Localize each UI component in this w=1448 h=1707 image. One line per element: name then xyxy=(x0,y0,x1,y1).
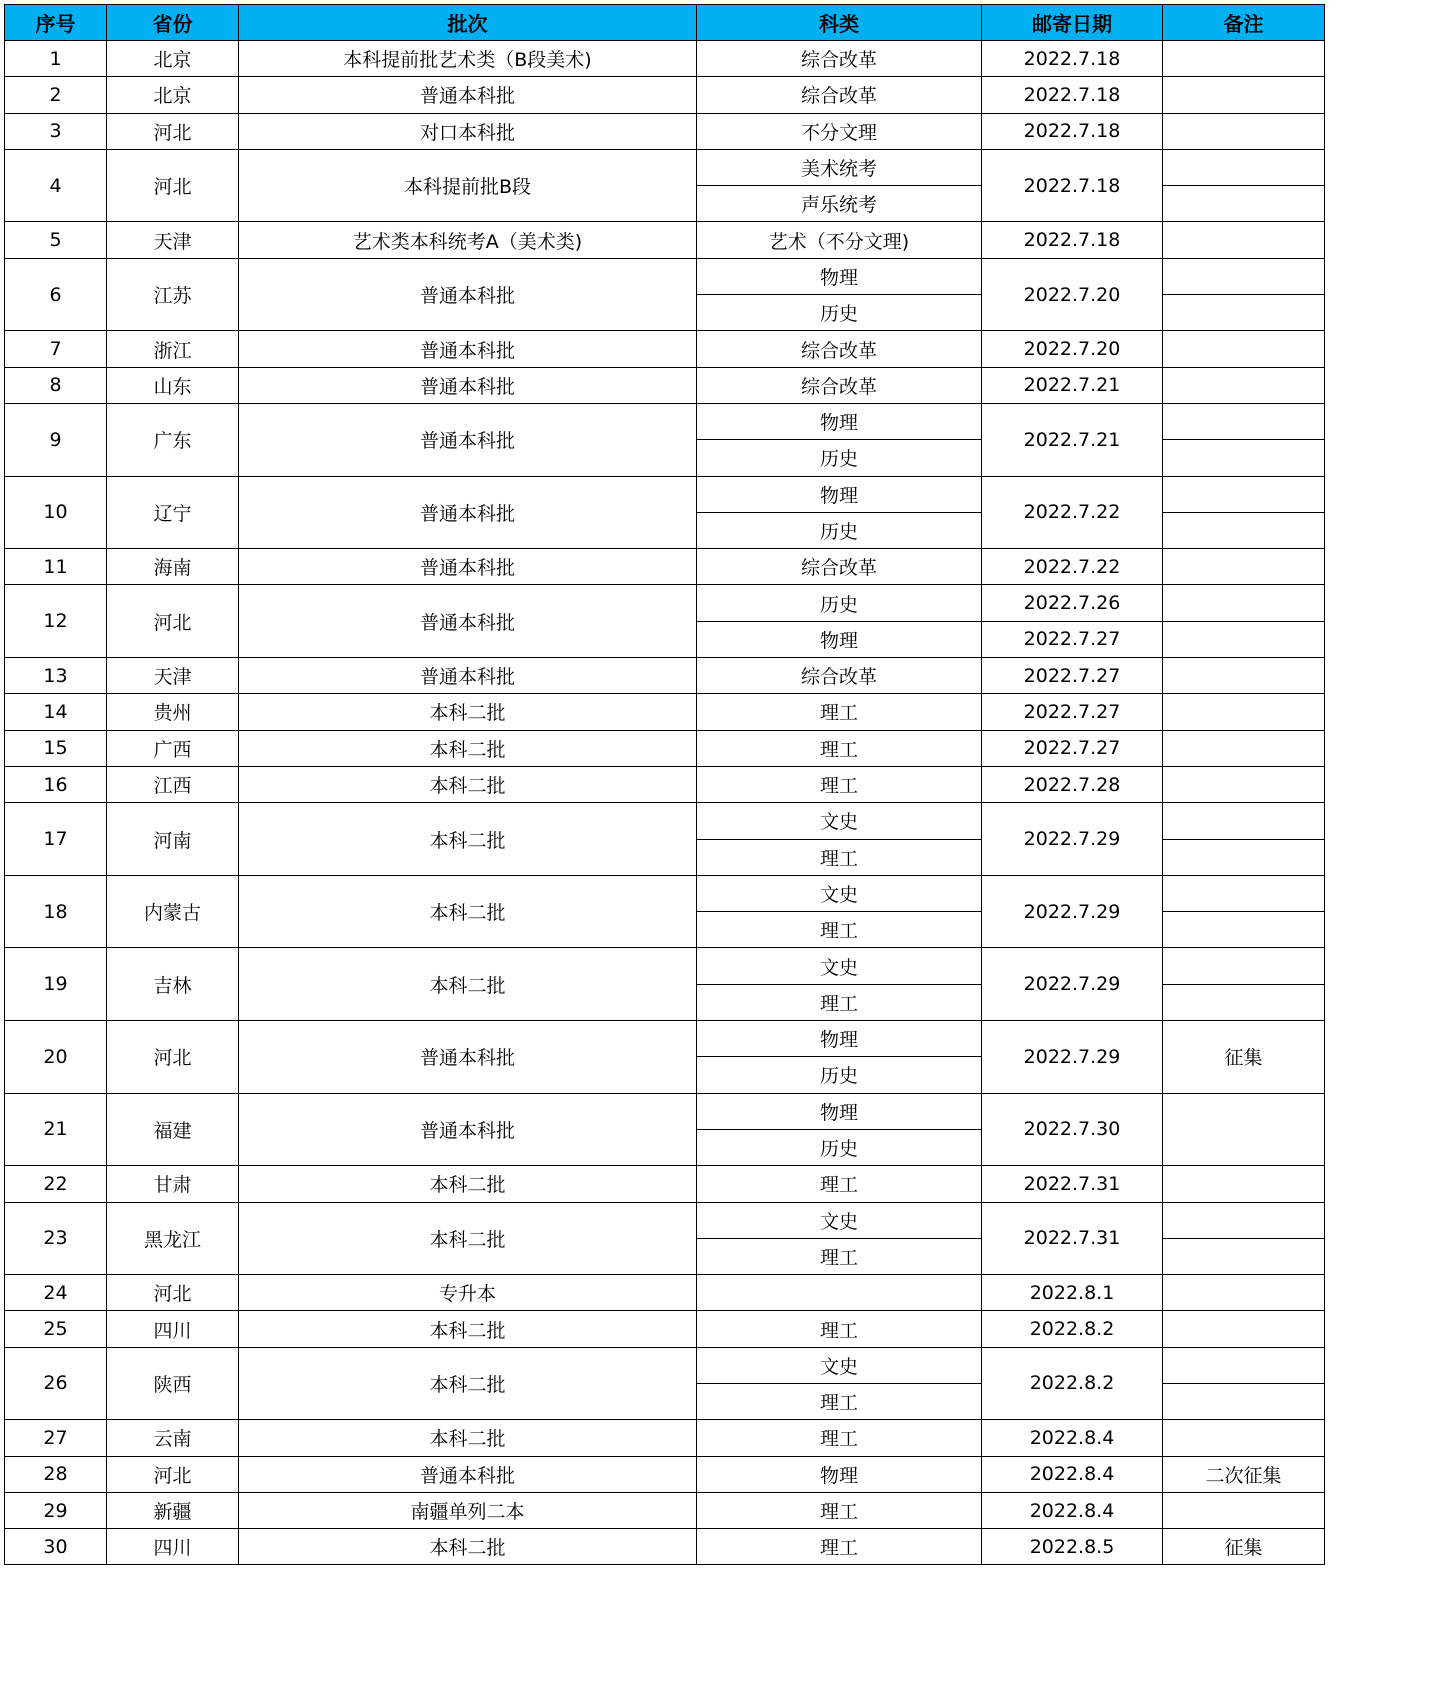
cell-note[interactable] xyxy=(1163,730,1325,766)
cell-province[interactable]: 黑龙江 xyxy=(107,1202,239,1275)
cell-batch[interactable]: 本科二批 xyxy=(239,730,697,766)
cell-subject[interactable]: 综合改革 xyxy=(697,549,982,585)
cell-index[interactable]: 9 xyxy=(5,403,107,476)
table-row xyxy=(5,476,1325,512)
cell-batch[interactable]: 本科二批 xyxy=(239,803,697,876)
table-row xyxy=(5,258,1325,294)
table-row xyxy=(5,1093,1325,1129)
cell-province[interactable]: 天津 xyxy=(107,658,239,694)
cell-mail-date[interactable]: 2022.7.31 xyxy=(982,1166,1163,1202)
cell-mail-date[interactable]: 2022.8.2 xyxy=(982,1311,1163,1347)
cell-note[interactable]: 征集 xyxy=(1163,1021,1325,1094)
table-row xyxy=(5,41,1325,77)
cell-batch[interactable]: 普通本科批 xyxy=(239,77,697,113)
cell-note[interactable] xyxy=(1163,1492,1325,1528)
cell-mail-date[interactable]: 2022.7.31 xyxy=(982,1202,1163,1275)
cell-batch[interactable]: 本科二批 xyxy=(239,1529,697,1565)
cell-batch[interactable]: 本科二批 xyxy=(239,1420,697,1456)
cell-subject[interactable] xyxy=(697,1275,982,1311)
cell-subject[interactable]: 综合改革 xyxy=(697,41,982,77)
cell-batch[interactable]: 普通本科批 xyxy=(239,1093,697,1166)
cell-batch[interactable]: 本科二批 xyxy=(239,1347,697,1420)
cell-batch[interactable]: 本科二批 xyxy=(239,766,697,802)
cell-province[interactable]: 福建 xyxy=(107,1093,239,1166)
cell-subject[interactable]: 综合改革 xyxy=(697,331,982,367)
cell-index[interactable]: 24 xyxy=(5,1275,107,1311)
cell-mail-date[interactable]: 2022.8.4 xyxy=(982,1456,1163,1492)
cell-note[interactable] xyxy=(1163,1093,1325,1166)
cell-note[interactable] xyxy=(1163,839,1325,875)
cell-mail-date[interactable]: 2022.7.30 xyxy=(982,1093,1163,1166)
header-subject[interactable]: 科类 xyxy=(697,5,982,41)
header-index[interactable]: 序号 xyxy=(5,5,107,41)
cell-batch[interactable]: 普通本科批 xyxy=(239,367,697,403)
table-row xyxy=(5,222,1325,258)
cell-province[interactable]: 北京 xyxy=(107,41,239,77)
cell-batch[interactable]: 本科二批 xyxy=(239,694,697,730)
cell-province[interactable]: 河北 xyxy=(107,585,239,658)
cell-note[interactable] xyxy=(1163,367,1325,403)
cell-subject[interactable]: 理工 xyxy=(697,1166,982,1202)
cell-batch[interactable]: 本科二批 xyxy=(239,1311,697,1347)
cell-index[interactable]: 11 xyxy=(5,549,107,585)
cell-index[interactable]: 22 xyxy=(5,1166,107,1202)
cell-subject[interactable]: 历史 xyxy=(697,512,982,548)
cell-note[interactable] xyxy=(1163,1166,1325,1202)
cell-batch[interactable]: 普通本科批 xyxy=(239,549,697,585)
table-row xyxy=(5,113,1325,149)
cell-subject[interactable]: 物理 xyxy=(697,476,982,512)
cell-batch[interactable]: 普通本科批 xyxy=(239,403,697,476)
cell-index[interactable]: 1 xyxy=(5,41,107,77)
cell-subject[interactable]: 艺术（不分文理) xyxy=(697,222,982,258)
cell-province[interactable]: 北京 xyxy=(107,77,239,113)
table-row xyxy=(5,77,1325,113)
table-row xyxy=(5,1021,1325,1057)
cell-note[interactable] xyxy=(1163,77,1325,113)
cell-province[interactable]: 内蒙古 xyxy=(107,875,239,948)
cell-province[interactable]: 浙江 xyxy=(107,331,239,367)
table-row xyxy=(5,331,1325,367)
cell-index[interactable]: 3 xyxy=(5,113,107,149)
header-row xyxy=(5,5,1325,41)
cell-note[interactable] xyxy=(1163,222,1325,258)
cell-subject[interactable]: 理工 xyxy=(697,1311,982,1347)
cell-note[interactable] xyxy=(1163,984,1325,1020)
cell-note[interactable] xyxy=(1163,1238,1325,1274)
cell-mail-date[interactable]: 2022.7.27 xyxy=(982,694,1163,730)
cell-index[interactable]: 19 xyxy=(5,948,107,1021)
cell-note[interactable] xyxy=(1163,512,1325,548)
cell-mail-date[interactable]: 2022.7.29 xyxy=(982,948,1163,1021)
cell-batch[interactable]: 普通本科批 xyxy=(239,585,697,658)
cell-index[interactable]: 18 xyxy=(5,875,107,948)
cell-province[interactable]: 吉林 xyxy=(107,948,239,1021)
table-row xyxy=(5,658,1325,694)
cell-subject[interactable]: 综合改革 xyxy=(697,77,982,113)
cell-mail-date[interactable]: 2022.7.18 xyxy=(982,222,1163,258)
cell-subject[interactable]: 物理 xyxy=(697,1021,982,1057)
cell-mail-date[interactable]: 2022.7.29 xyxy=(982,875,1163,948)
cell-index[interactable]: 14 xyxy=(5,694,107,730)
cell-batch[interactable]: 对口本科批 xyxy=(239,113,697,149)
table-row xyxy=(5,1420,1325,1456)
cell-note[interactable] xyxy=(1163,186,1325,222)
cell-province[interactable]: 云南 xyxy=(107,1420,239,1456)
cell-batch[interactable]: 普通本科批 xyxy=(239,258,697,331)
cell-index[interactable]: 7 xyxy=(5,331,107,367)
cell-mail-date[interactable]: 2022.7.18 xyxy=(982,77,1163,113)
cell-mail-date[interactable]: 2022.7.26 xyxy=(982,585,1163,621)
table-row xyxy=(5,803,1325,839)
cell-batch[interactable]: 普通本科批 xyxy=(239,1021,697,1094)
cell-note[interactable] xyxy=(1163,948,1325,984)
cell-mail-date[interactable]: 2022.7.18 xyxy=(982,113,1163,149)
table-row xyxy=(5,1166,1325,1202)
cell-index[interactable]: 21 xyxy=(5,1093,107,1166)
cell-subject[interactable]: 综合改革 xyxy=(697,658,982,694)
cell-note[interactable] xyxy=(1163,658,1325,694)
cell-note[interactable] xyxy=(1163,912,1325,948)
cell-batch[interactable]: 本科提前批艺术类（B段美术) xyxy=(239,41,697,77)
cell-note[interactable] xyxy=(1163,585,1325,621)
cell-note[interactable] xyxy=(1163,403,1325,439)
cell-index[interactable]: 5 xyxy=(5,222,107,258)
cell-note[interactable] xyxy=(1163,476,1325,512)
table-row xyxy=(5,1275,1325,1311)
cell-note[interactable] xyxy=(1163,440,1325,476)
cell-subject[interactable]: 历史 xyxy=(697,1129,982,1165)
table-row xyxy=(5,948,1325,984)
cell-mail-date[interactable]: 2022.8.1 xyxy=(982,1275,1163,1311)
cell-subject[interactable]: 理工 xyxy=(697,730,982,766)
table-row xyxy=(5,1529,1325,1565)
table-row xyxy=(5,1347,1325,1383)
cell-province[interactable]: 江苏 xyxy=(107,258,239,331)
cell-province[interactable]: 河北 xyxy=(107,1021,239,1094)
cell-province[interactable]: 新疆 xyxy=(107,1492,239,1528)
cell-batch[interactable]: 本科提前批B段 xyxy=(239,149,697,222)
cell-batch[interactable]: 艺术类本科统考A（美术类) xyxy=(239,222,697,258)
cell-note[interactable] xyxy=(1163,295,1325,331)
table-row xyxy=(5,766,1325,802)
cell-index[interactable]: 15 xyxy=(5,730,107,766)
cell-index[interactable]: 20 xyxy=(5,1021,107,1094)
cell-province[interactable]: 河南 xyxy=(107,803,239,876)
table-row xyxy=(5,1456,1325,1492)
cell-province[interactable]: 辽宁 xyxy=(107,476,239,549)
cell-note[interactable] xyxy=(1163,1311,1325,1347)
cell-mail-date[interactable]: 2022.7.22 xyxy=(982,476,1163,549)
cell-index[interactable]: 13 xyxy=(5,658,107,694)
cell-note[interactable]: 征集 xyxy=(1163,1529,1325,1565)
cell-subject[interactable]: 理工 xyxy=(697,839,982,875)
header-batch[interactable]: 批次 xyxy=(239,5,697,41)
table-row xyxy=(5,1492,1325,1528)
cell-subject[interactable]: 理工 xyxy=(697,1529,982,1565)
cell-mail-date[interactable]: 2022.7.21 xyxy=(982,367,1163,403)
table-row xyxy=(5,367,1325,403)
cell-batch[interactable]: 本科二批 xyxy=(239,1166,697,1202)
cell-batch[interactable]: 本科二批 xyxy=(239,948,697,1021)
cell-batch[interactable]: 专升本 xyxy=(239,1275,697,1311)
cell-index[interactable]: 4 xyxy=(5,149,107,222)
cell-subject[interactable]: 理工 xyxy=(697,1492,982,1528)
cell-subject[interactable]: 理工 xyxy=(697,1420,982,1456)
cell-mail-date[interactable]: 2022.7.18 xyxy=(982,149,1163,222)
table-row xyxy=(5,1311,1325,1347)
header-province[interactable]: 省份 xyxy=(107,5,239,41)
cell-index[interactable]: 29 xyxy=(5,1492,107,1528)
cell-note[interactable]: 二次征集 xyxy=(1163,1456,1325,1492)
cell-mail-date[interactable]: 2022.7.20 xyxy=(982,331,1163,367)
cell-note[interactable] xyxy=(1163,41,1325,77)
cell-index[interactable]: 26 xyxy=(5,1347,107,1420)
cell-note[interactable] xyxy=(1163,149,1325,185)
cell-mail-date[interactable]: 2022.8.4 xyxy=(982,1492,1163,1528)
cell-mail-date[interactable]: 2022.8.4 xyxy=(982,1420,1163,1456)
cell-mail-date[interactable]: 2022.8.2 xyxy=(982,1347,1163,1420)
cell-note[interactable] xyxy=(1163,113,1325,149)
cell-subject[interactable]: 历史 xyxy=(697,585,982,621)
cell-subject[interactable]: 不分文理 xyxy=(697,113,982,149)
cell-mail-date[interactable]: 2022.8.5 xyxy=(982,1529,1163,1565)
cell-note[interactable] xyxy=(1163,1420,1325,1456)
cell-subject[interactable]: 物理 xyxy=(697,258,982,294)
table-row xyxy=(5,585,1325,621)
cell-index[interactable]: 2 xyxy=(5,77,107,113)
cell-mail-date[interactable]: 2022.7.28 xyxy=(982,766,1163,802)
cell-mail-date[interactable]: 2022.7.20 xyxy=(982,258,1163,331)
cell-note[interactable] xyxy=(1163,621,1325,657)
cell-subject[interactable]: 美术统考 xyxy=(697,149,982,185)
cell-subject[interactable]: 文史 xyxy=(697,948,982,984)
cell-province[interactable]: 海南 xyxy=(107,549,239,585)
cell-index[interactable]: 8 xyxy=(5,367,107,403)
cell-batch[interactable]: 普通本科批 xyxy=(239,658,697,694)
cell-subject[interactable]: 理工 xyxy=(697,984,982,1020)
cell-note[interactable] xyxy=(1163,258,1325,294)
cell-mail-date[interactable]: 2022.7.27 xyxy=(982,621,1163,657)
cell-note[interactable] xyxy=(1163,803,1325,839)
cell-province[interactable]: 广东 xyxy=(107,403,239,476)
cell-subject[interactable]: 物理 xyxy=(697,621,982,657)
cell-index[interactable]: 28 xyxy=(5,1456,107,1492)
cell-mail-date[interactable]: 2022.7.29 xyxy=(982,1021,1163,1094)
cell-index[interactable]: 17 xyxy=(5,803,107,876)
mailing-schedule-table xyxy=(4,4,1325,1565)
table-row xyxy=(5,694,1325,730)
cell-index[interactable]: 25 xyxy=(5,1311,107,1347)
cell-batch[interactable]: 本科二批 xyxy=(239,1202,697,1275)
cell-note[interactable] xyxy=(1163,1383,1325,1419)
cell-mail-date[interactable]: 2022.7.22 xyxy=(982,549,1163,585)
cell-subject[interactable]: 文史 xyxy=(697,1347,982,1383)
cell-province[interactable]: 河北 xyxy=(107,1275,239,1311)
table-row xyxy=(5,549,1325,585)
cell-subject[interactable]: 文史 xyxy=(697,1202,982,1238)
cell-note[interactable] xyxy=(1163,694,1325,730)
cell-subject[interactable]: 声乐统考 xyxy=(697,186,982,222)
cell-note[interactable] xyxy=(1163,1202,1325,1238)
cell-province[interactable]: 四川 xyxy=(107,1529,239,1565)
table-row xyxy=(5,149,1325,185)
cell-subject[interactable]: 物理 xyxy=(697,403,982,439)
cell-subject[interactable]: 理工 xyxy=(697,766,982,802)
cell-subject[interactable]: 历史 xyxy=(697,440,982,476)
cell-subject[interactable]: 文史 xyxy=(697,803,982,839)
cell-province[interactable]: 山东 xyxy=(107,367,239,403)
cell-province[interactable]: 河北 xyxy=(107,113,239,149)
cell-note[interactable] xyxy=(1163,766,1325,802)
cell-note[interactable] xyxy=(1163,1275,1325,1311)
table-row xyxy=(5,1202,1325,1238)
cell-subject[interactable]: 物理 xyxy=(697,1456,982,1492)
cell-batch[interactable]: 普通本科批 xyxy=(239,331,697,367)
cell-province[interactable]: 陕西 xyxy=(107,1347,239,1420)
cell-province[interactable]: 河北 xyxy=(107,1456,239,1492)
cell-province[interactable]: 江西 xyxy=(107,766,239,802)
cell-index[interactable]: 12 xyxy=(5,585,107,658)
cell-note[interactable] xyxy=(1163,1347,1325,1383)
cell-index[interactable]: 30 xyxy=(5,1529,107,1565)
table-row xyxy=(5,875,1325,911)
cell-index[interactable]: 6 xyxy=(5,258,107,331)
cell-batch[interactable]: 普通本科批 xyxy=(239,476,697,549)
cell-subject[interactable]: 理工 xyxy=(697,1383,982,1419)
cell-subject[interactable]: 理工 xyxy=(697,694,982,730)
cell-batch[interactable]: 南疆单列二本 xyxy=(239,1492,697,1528)
table-row xyxy=(5,730,1325,766)
cell-note[interactable] xyxy=(1163,875,1325,911)
cell-subject[interactable]: 历史 xyxy=(697,1057,982,1093)
cell-note[interactable] xyxy=(1163,331,1325,367)
cell-index[interactable]: 10 xyxy=(5,476,107,549)
cell-province[interactable]: 贵州 xyxy=(107,694,239,730)
cell-province[interactable]: 广西 xyxy=(107,730,239,766)
cell-subject[interactable]: 理工 xyxy=(697,1238,982,1274)
cell-subject[interactable]: 文史 xyxy=(697,875,982,911)
cell-mail-date[interactable]: 2022.7.21 xyxy=(982,403,1163,476)
cell-batch[interactable]: 普通本科批 xyxy=(239,1456,697,1492)
cell-mail-date[interactable]: 2022.7.18 xyxy=(982,41,1163,77)
header-mail-date[interactable]: 邮寄日期 xyxy=(982,5,1163,41)
cell-province[interactable]: 四川 xyxy=(107,1311,239,1347)
cell-province[interactable]: 天津 xyxy=(107,222,239,258)
cell-index[interactable]: 27 xyxy=(5,1420,107,1456)
cell-note[interactable] xyxy=(1163,549,1325,585)
cell-mail-date[interactable]: 2022.7.27 xyxy=(982,658,1163,694)
cell-province[interactable]: 甘肃 xyxy=(107,1166,239,1202)
cell-subject[interactable]: 综合改革 xyxy=(697,367,982,403)
cell-subject[interactable]: 历史 xyxy=(697,295,982,331)
table-row xyxy=(5,403,1325,439)
cell-batch[interactable]: 本科二批 xyxy=(239,875,697,948)
cell-mail-date[interactable]: 2022.7.29 xyxy=(982,803,1163,876)
cell-subject[interactable]: 理工 xyxy=(697,912,982,948)
cell-subject[interactable]: 物理 xyxy=(697,1093,982,1129)
cell-province[interactable]: 河北 xyxy=(107,149,239,222)
cell-mail-date[interactable]: 2022.7.27 xyxy=(982,730,1163,766)
header-note[interactable]: 备注 xyxy=(1163,5,1325,41)
cell-index[interactable]: 23 xyxy=(5,1202,107,1275)
cell-index[interactable]: 16 xyxy=(5,766,107,802)
